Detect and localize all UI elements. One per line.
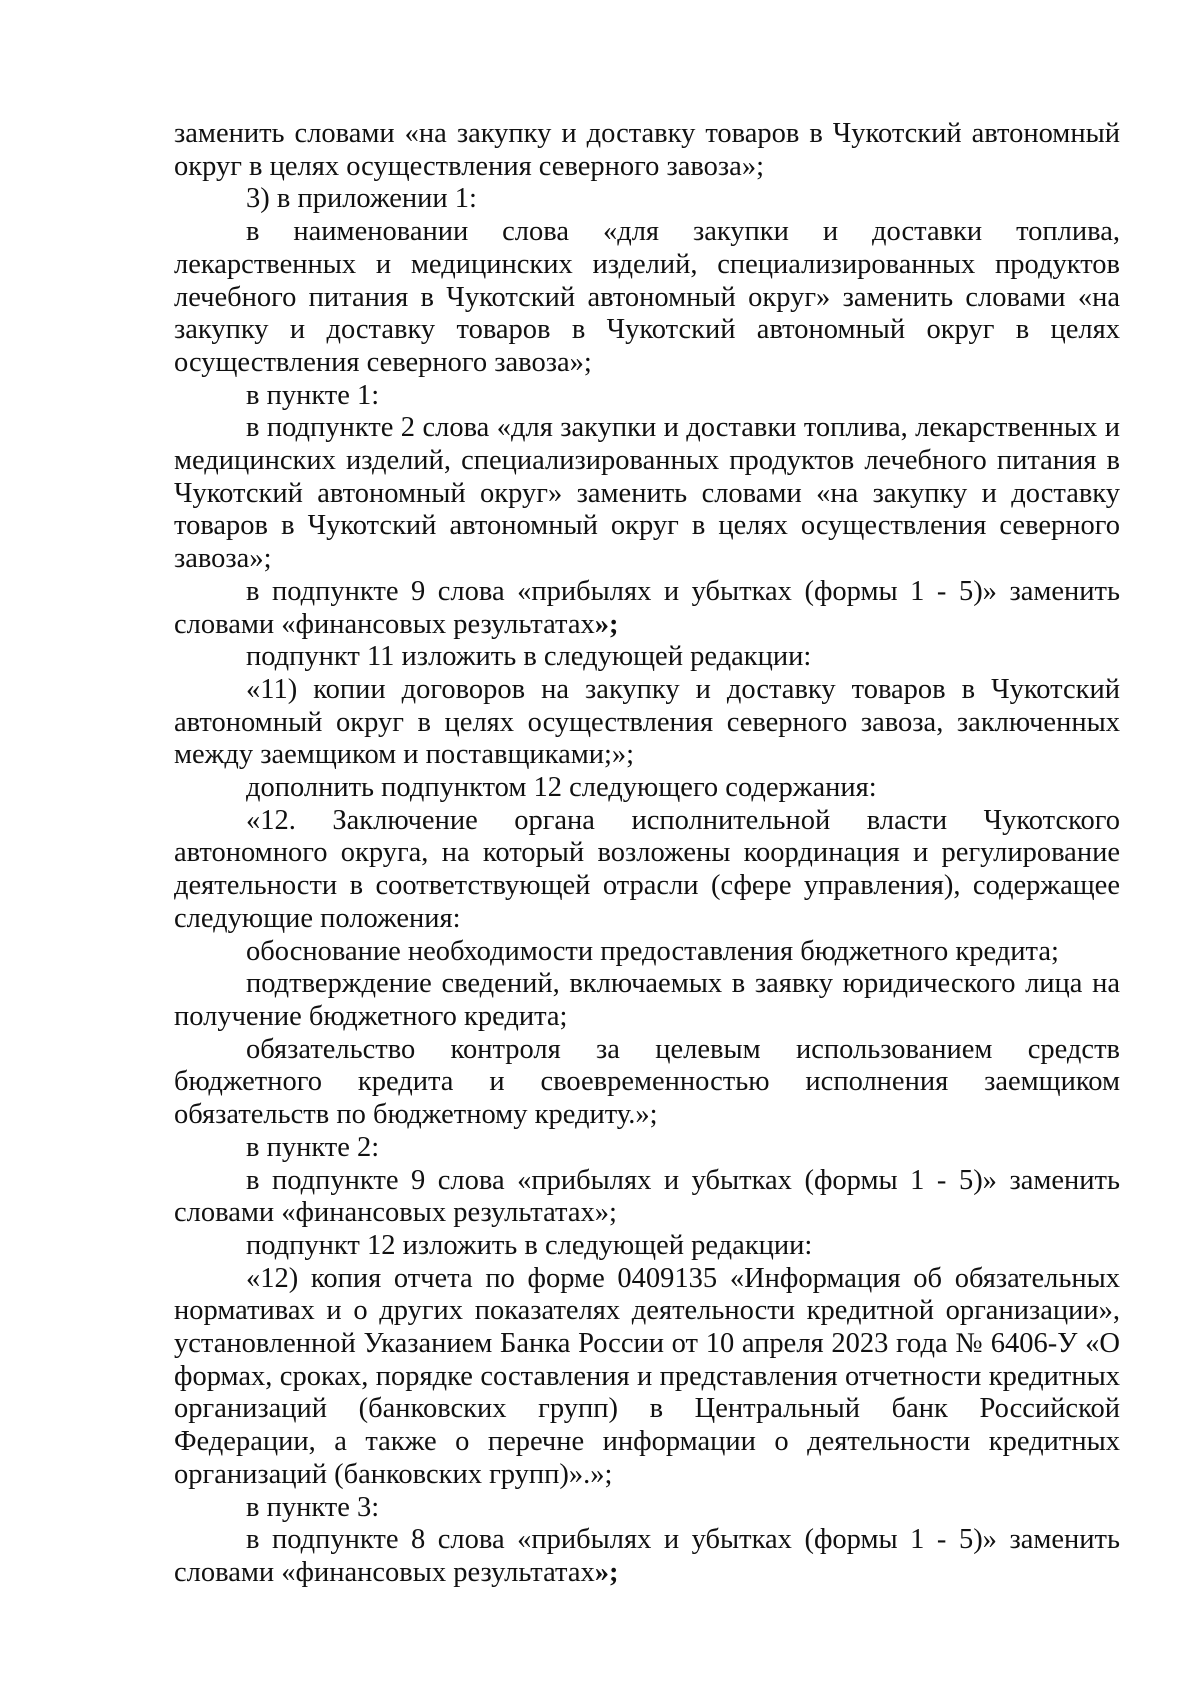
paragraph-3: в наименовании слова «для закупки и доставки топлива, лекарственных и медицинских изделий, специализированных продуктов лечебного питания в Чукотский автономный округ» заменить словами «на закупку и доставку товаров в Чукотский автономный округ в целях осуществления северного завоза»; <box>174 216 1120 378</box>
paragraph-13: обязательство контроля за целевым использованием средств бюджетного кредита и своевременностью исполнения заемщиком обязательств по бюджетному кредиту.»; <box>174 1033 1120 1131</box>
bold-tail: »; <box>594 1556 619 1588</box>
bold-tail: »; <box>594 608 619 640</box>
paragraph-16: подпункт 12 изложить в следующей редакции: <box>246 1229 813 1261</box>
paragraph-10: «12. Заключение органа исполнительной власти Чукотского автономного округа, на который возложены координация и регулирование деятельности в соответствующей отрасли (сфере управления), содержащее следующие положения: <box>174 804 1120 934</box>
paragraph-14: в пункте 2: <box>246 1131 380 1163</box>
paragraph-12: подтверждение сведений, включаемых в заявку юридического лица на получение бюджетного кредита; <box>174 968 1120 1032</box>
paragraph-19: в подпункте 8 слова «прибылях и убытках (формы 1 - 5)» заменить словами «финансовых результатах»; <box>174 1524 1120 1588</box>
paragraph-17: «12) копия отчета по форме 0409135 «Информация об обязательных нормативах и о других показателях деятельности кредитной организации», установленной Указанием Банка России от 10 апреля 2023 года № 6406-У «О формах, сроках, порядке составления и представления отчетности кредитных организаций (банковских групп) в Центральный банк Российской Федерации, а также о перечне информации о деятельности кредитных организаций (банковских групп)».»; <box>174 1262 1120 1490</box>
paragraph-5: в подпункте 2 слова «для закупки и доставки топлива, лекарственных и медицинских изделий, специализированных продуктов лечебного питания в Чукотский автономный округ» заменить словами «на закупку и доставку товаров в Чукотский автономный округ в целях осуществления северного завоза»; <box>174 412 1120 575</box>
paragraph-9: дополнить подпунктом 12 следующего содержания: <box>246 772 877 804</box>
paragraph-18: в пункте 3: <box>246 1491 380 1523</box>
paragraph-11: обоснование необходимости предоставления бюджетного кредита; <box>246 935 1059 967</box>
paragraph-8: «11) копии договоров на закупку и доставку товаров в Чукотский автономный округ в целях осуществления северного завоза, заключенных между заемщиком и поставщиками;»; <box>174 673 1120 771</box>
paragraph-15: в подпункте 9 слова «прибылях и убытках (формы 1 - 5)» заменить словами «финансовых результатах»; <box>174 1164 1120 1229</box>
paragraph-6: в подпункте 9 слова «прибылях и убытках (формы 1 - 5)» заменить словами «финансовых результатах»; <box>174 575 1120 640</box>
paragraph-2: 3) в приложении 1: <box>246 183 477 215</box>
paragraph-4: в пункте 1: <box>246 379 380 411</box>
paragraph-7: подпункт 11 изложить в следующей редакции: <box>246 641 812 673</box>
document-page <box>174 118 1120 1590</box>
paragraph-1: заменить словами «на закупку и доставку товаров в Чукотский автономный округ в целях осуществления северного завоза»; <box>174 118 1120 182</box>
